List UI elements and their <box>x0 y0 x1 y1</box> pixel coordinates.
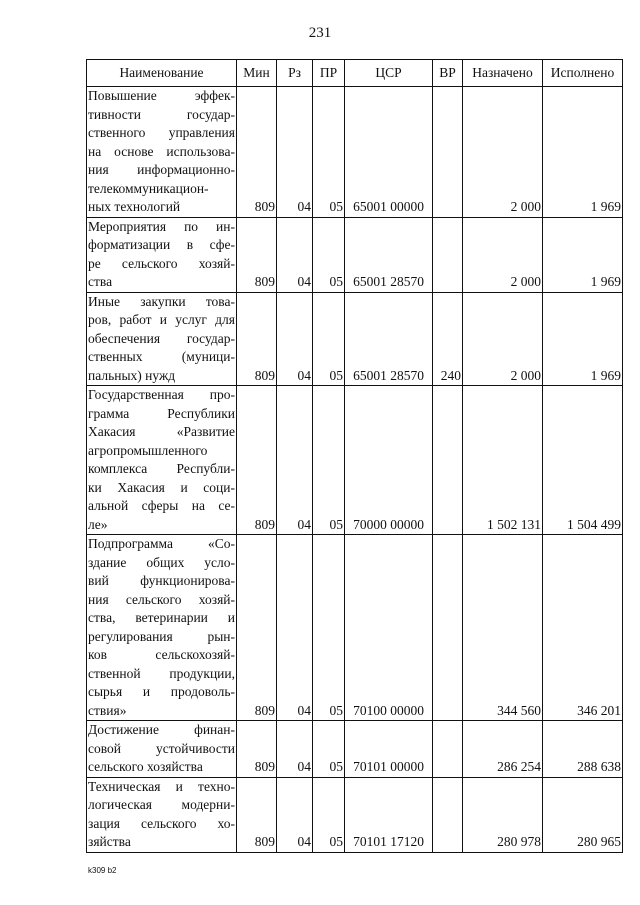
row-name-line: обеспечения государ- <box>88 330 235 346</box>
row-name-line: ния информационно- <box>88 162 235 177</box>
row-vr-cell <box>433 386 463 535</box>
row-name-line: сельского хозяйства <box>88 759 203 774</box>
row-vr-cell <box>433 535 463 721</box>
row-vr-cell <box>433 721 463 778</box>
table-row <box>87 87 623 218</box>
row-pr-cell: 05 <box>313 217 345 292</box>
budget-table <box>86 59 623 853</box>
row-assigned-cell: 2 000 <box>463 217 543 292</box>
row-name-line: Достижение финан- <box>88 722 235 737</box>
row-min-cell: 809 <box>237 535 277 721</box>
row-vr-cell <box>433 217 463 292</box>
row-name-line: Техническая и техно- <box>88 778 235 794</box>
row-name-line: ствия» <box>88 702 127 718</box>
row-rz-cell: 04 <box>277 217 313 292</box>
row-pr-cell: 05 <box>313 721 345 778</box>
row-csr-cell: 70000 00000 <box>345 386 433 535</box>
row-name-cell <box>87 87 237 218</box>
header-vr: ВР <box>433 60 463 87</box>
row-assigned-cell: 2 000 <box>463 292 543 386</box>
row-name-line: зяйства <box>88 834 131 849</box>
row-name-line: альной сферы на се- <box>88 498 235 513</box>
row-name-line: здание общих усло- <box>88 554 235 570</box>
table-row <box>87 386 623 535</box>
row-name-line: комплекса Республи- <box>88 461 235 476</box>
row-executed-cell: 1 969 <box>543 292 623 386</box>
row-assigned-cell: 2 000 <box>463 87 543 218</box>
row-name-line: логическая модерни- <box>88 797 235 812</box>
row-pr-cell: 05 <box>313 386 345 535</box>
row-pr-cell: 05 <box>313 292 345 386</box>
row-name-cell <box>87 535 237 721</box>
row-assigned-cell: 280 978 <box>463 777 543 852</box>
row-pr-cell: 05 <box>313 535 345 721</box>
row-name-cell <box>87 217 237 292</box>
row-name-cell <box>87 721 237 778</box>
header-pr: ПР <box>313 60 345 87</box>
row-name-line: ки Хакасия и соци- <box>88 479 235 495</box>
row-name-line: ле» <box>88 516 108 532</box>
row-name-line: агропромышленного <box>88 442 208 458</box>
row-executed-cell: 1 969 <box>543 217 623 292</box>
row-name-line: на основе использова- <box>88 143 235 159</box>
row-name-line: ров, работ и услуг для <box>88 312 235 327</box>
row-name-line: ства, ветеринарии и <box>88 610 235 625</box>
header-executed: Исполнено <box>543 60 623 87</box>
table-row <box>87 292 623 386</box>
row-name-line: ственных (муници- <box>88 349 235 364</box>
row-min-cell: 809 <box>237 217 277 292</box>
row-min-cell: 809 <box>237 777 277 852</box>
row-name-line: телекоммуникацион- <box>88 180 209 196</box>
row-name-line: ных технологий <box>88 199 181 214</box>
row-rz-cell: 04 <box>277 386 313 535</box>
row-min-cell: 809 <box>237 292 277 386</box>
row-rz-cell: 04 <box>277 535 313 721</box>
row-vr-cell: 240 <box>433 292 463 386</box>
row-name-line: вий функционирова- <box>88 573 235 588</box>
row-csr-cell: 65001 00000 <box>345 87 433 218</box>
row-name-line: Государственная про- <box>88 387 235 402</box>
row-name-line: ния сельского хозяй- <box>88 591 235 607</box>
row-name-line: ственной продукции, <box>88 665 235 681</box>
page-number: 231 <box>308 25 332 41</box>
row-executed-cell: 1 969 <box>543 87 623 218</box>
table-header-row <box>87 60 623 87</box>
header-min: Мин <box>237 60 277 87</box>
row-name-cell <box>87 292 237 386</box>
row-executed-cell: 280 965 <box>543 777 623 852</box>
table-row <box>87 721 623 778</box>
header-assigned: Назначено <box>463 60 543 87</box>
row-name-line: ре сельского хозяй- <box>88 255 235 271</box>
row-name-line: Повышение эффек- <box>88 88 235 103</box>
row-name-line: ства <box>88 274 113 289</box>
row-executed-cell: 288 638 <box>543 721 623 778</box>
row-name-line: Хакасия «Развитие <box>88 424 235 439</box>
row-min-cell: 809 <box>237 721 277 778</box>
row-rz-cell: 04 <box>277 87 313 218</box>
row-name-line: ственного управления <box>88 125 235 140</box>
row-assigned-cell: 344 560 <box>463 535 543 721</box>
row-name-line: пальных) нужд <box>88 367 176 383</box>
row-name-cell <box>87 386 237 535</box>
row-min-cell: 809 <box>237 87 277 218</box>
row-name-line: совой устойчивости <box>88 740 235 756</box>
row-csr-cell: 65001 28570 <box>345 217 433 292</box>
header-csr: ЦСР <box>345 60 433 87</box>
row-assigned-cell: 1 502 131 <box>463 386 543 535</box>
header-name: Наименование <box>87 60 237 87</box>
row-csr-cell: 70100 00000 <box>345 535 433 721</box>
footer-code: k309 b2 <box>88 866 117 875</box>
row-vr-cell <box>433 777 463 852</box>
row-executed-cell: 1 504 499 <box>543 386 623 535</box>
row-name-line: регулирования рын- <box>88 628 235 644</box>
row-pr-cell: 05 <box>313 777 345 852</box>
row-assigned-cell: 286 254 <box>463 721 543 778</box>
row-csr-cell: 70101 00000 <box>345 721 433 778</box>
row-min-cell: 809 <box>237 386 277 535</box>
table-row <box>87 217 623 292</box>
row-name-line: Иные закупки това- <box>88 293 235 309</box>
row-name-line: грамма Республики <box>88 405 235 421</box>
row-vr-cell <box>433 87 463 218</box>
row-executed-cell: 346 201 <box>543 535 623 721</box>
row-name-line: зация сельского хо- <box>88 815 235 831</box>
row-name-line: ков сельскохозяй- <box>88 647 235 662</box>
row-rz-cell: 04 <box>277 292 313 386</box>
table-row <box>87 535 623 721</box>
table-row <box>87 777 623 852</box>
row-rz-cell: 04 <box>277 721 313 778</box>
row-name-line: сырья и продоволь- <box>88 684 235 699</box>
row-name-line: Подпрограмма «Со- <box>88 536 235 551</box>
row-name-line: Мероприятия по ин- <box>88 218 235 234</box>
row-name-cell <box>87 777 237 852</box>
row-pr-cell: 05 <box>313 87 345 218</box>
row-name-line: тивности государ- <box>88 106 235 122</box>
row-name-line: форматизации в сфе- <box>88 237 235 252</box>
row-csr-cell: 70101 17120 <box>345 777 433 852</box>
row-csr-cell: 65001 28570 <box>345 292 433 386</box>
row-rz-cell: 04 <box>277 777 313 852</box>
header-rz: Рз <box>277 60 313 87</box>
